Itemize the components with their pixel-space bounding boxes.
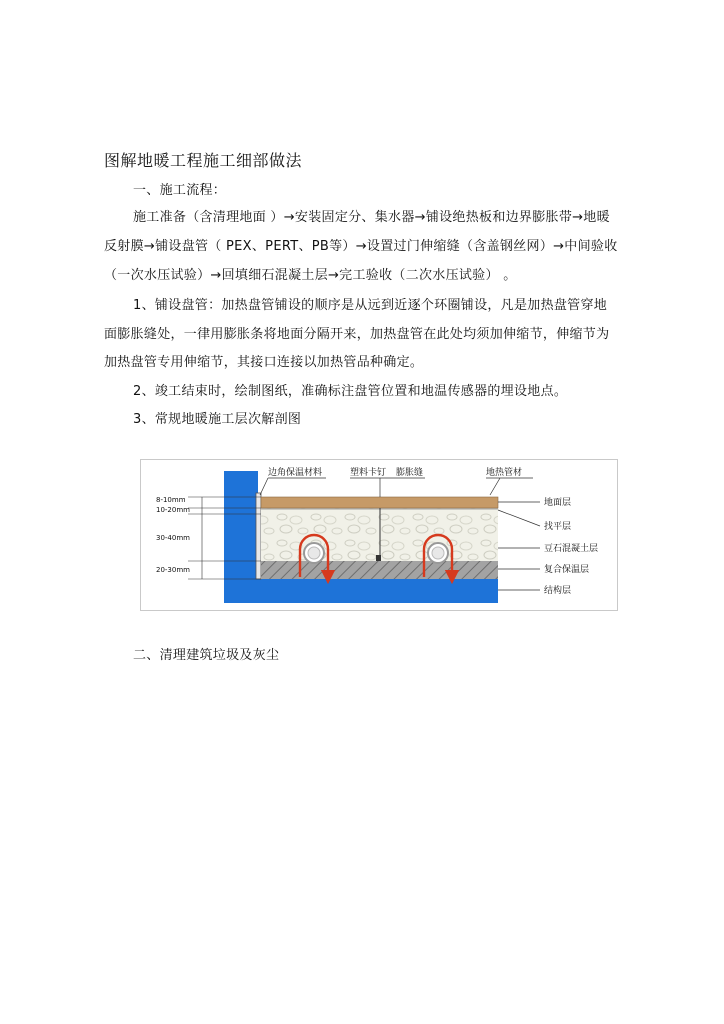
item1-line-1: 1、铺设盘管：加热盘管铺设的顺序是从远到近逐个环圈铺设，凡是加热盘管穿地 <box>133 298 608 313</box>
label-pipe-material: 地热管材 <box>486 468 523 478</box>
heating-layers-diagram <box>140 459 618 611</box>
label-concrete: 豆石混凝土层 <box>544 544 599 554</box>
dim-30-40: 30-40mm <box>156 534 190 542</box>
flow-line-1: 施工准备（含清理地面 ）→安装固定分、集水器→铺设绝热板和边界膨胀带→地暖 <box>133 210 610 225</box>
edge-insulation-strip <box>256 493 261 579</box>
dim-10-20: 10-20mm <box>156 506 190 514</box>
flow-line-2: 反射膜→铺设盘管（ PEX、PERT、PB等）→设置过门伸缩缝（含盖钢丝网）→中间验收 <box>104 239 618 254</box>
label-insulation: 复合保温层 <box>544 565 590 575</box>
label-edge-insulation: 边角保温材料 <box>268 468 323 478</box>
item1-line-2: 面膨胀缝处，一律用膨胀条将地面分隔开来，加热盘管在此处均须加伸缩节，伸缩节为 <box>104 327 610 342</box>
section2-heading: 二、清理建筑垃圾及灰尘 <box>133 648 280 663</box>
floor-layer <box>261 497 498 508</box>
heating-layers-figure <box>140 459 618 611</box>
label-expansion-joint: 膨胀缝 <box>396 468 424 478</box>
section1-heading: 一、施工流程： <box>133 183 227 198</box>
label-floor: 地面层 <box>544 498 572 508</box>
page-title: 图解地暖工程施工细部做法 <box>104 151 303 170</box>
flow-line-3: （一次水压试验）→回填细石混凝土层→完工验收（二次水压试验） 。 <box>104 268 517 283</box>
label-leveling: 找平层 <box>544 522 572 532</box>
plastic-clip <box>376 555 381 561</box>
label-structure: 结构层 <box>544 586 572 596</box>
item2: 2、竣工结束时，绘制图纸，准确标注盘管位置和地温传感器的埋设地点。 <box>133 384 568 399</box>
label-plastic-clip: 塑料卡钉 <box>350 468 387 478</box>
dim-8-10: 8-10mm <box>156 496 186 504</box>
insulation-layer <box>261 561 498 579</box>
item3: 3、常规地暖施工层次解剖图 <box>133 412 302 427</box>
structure-slab <box>224 577 498 603</box>
item1-line-3: 加热盘管专用伸缩节，其接口连接以加热管品种确定。 <box>104 355 424 370</box>
dim-20-30: 20-30mm <box>156 566 190 574</box>
